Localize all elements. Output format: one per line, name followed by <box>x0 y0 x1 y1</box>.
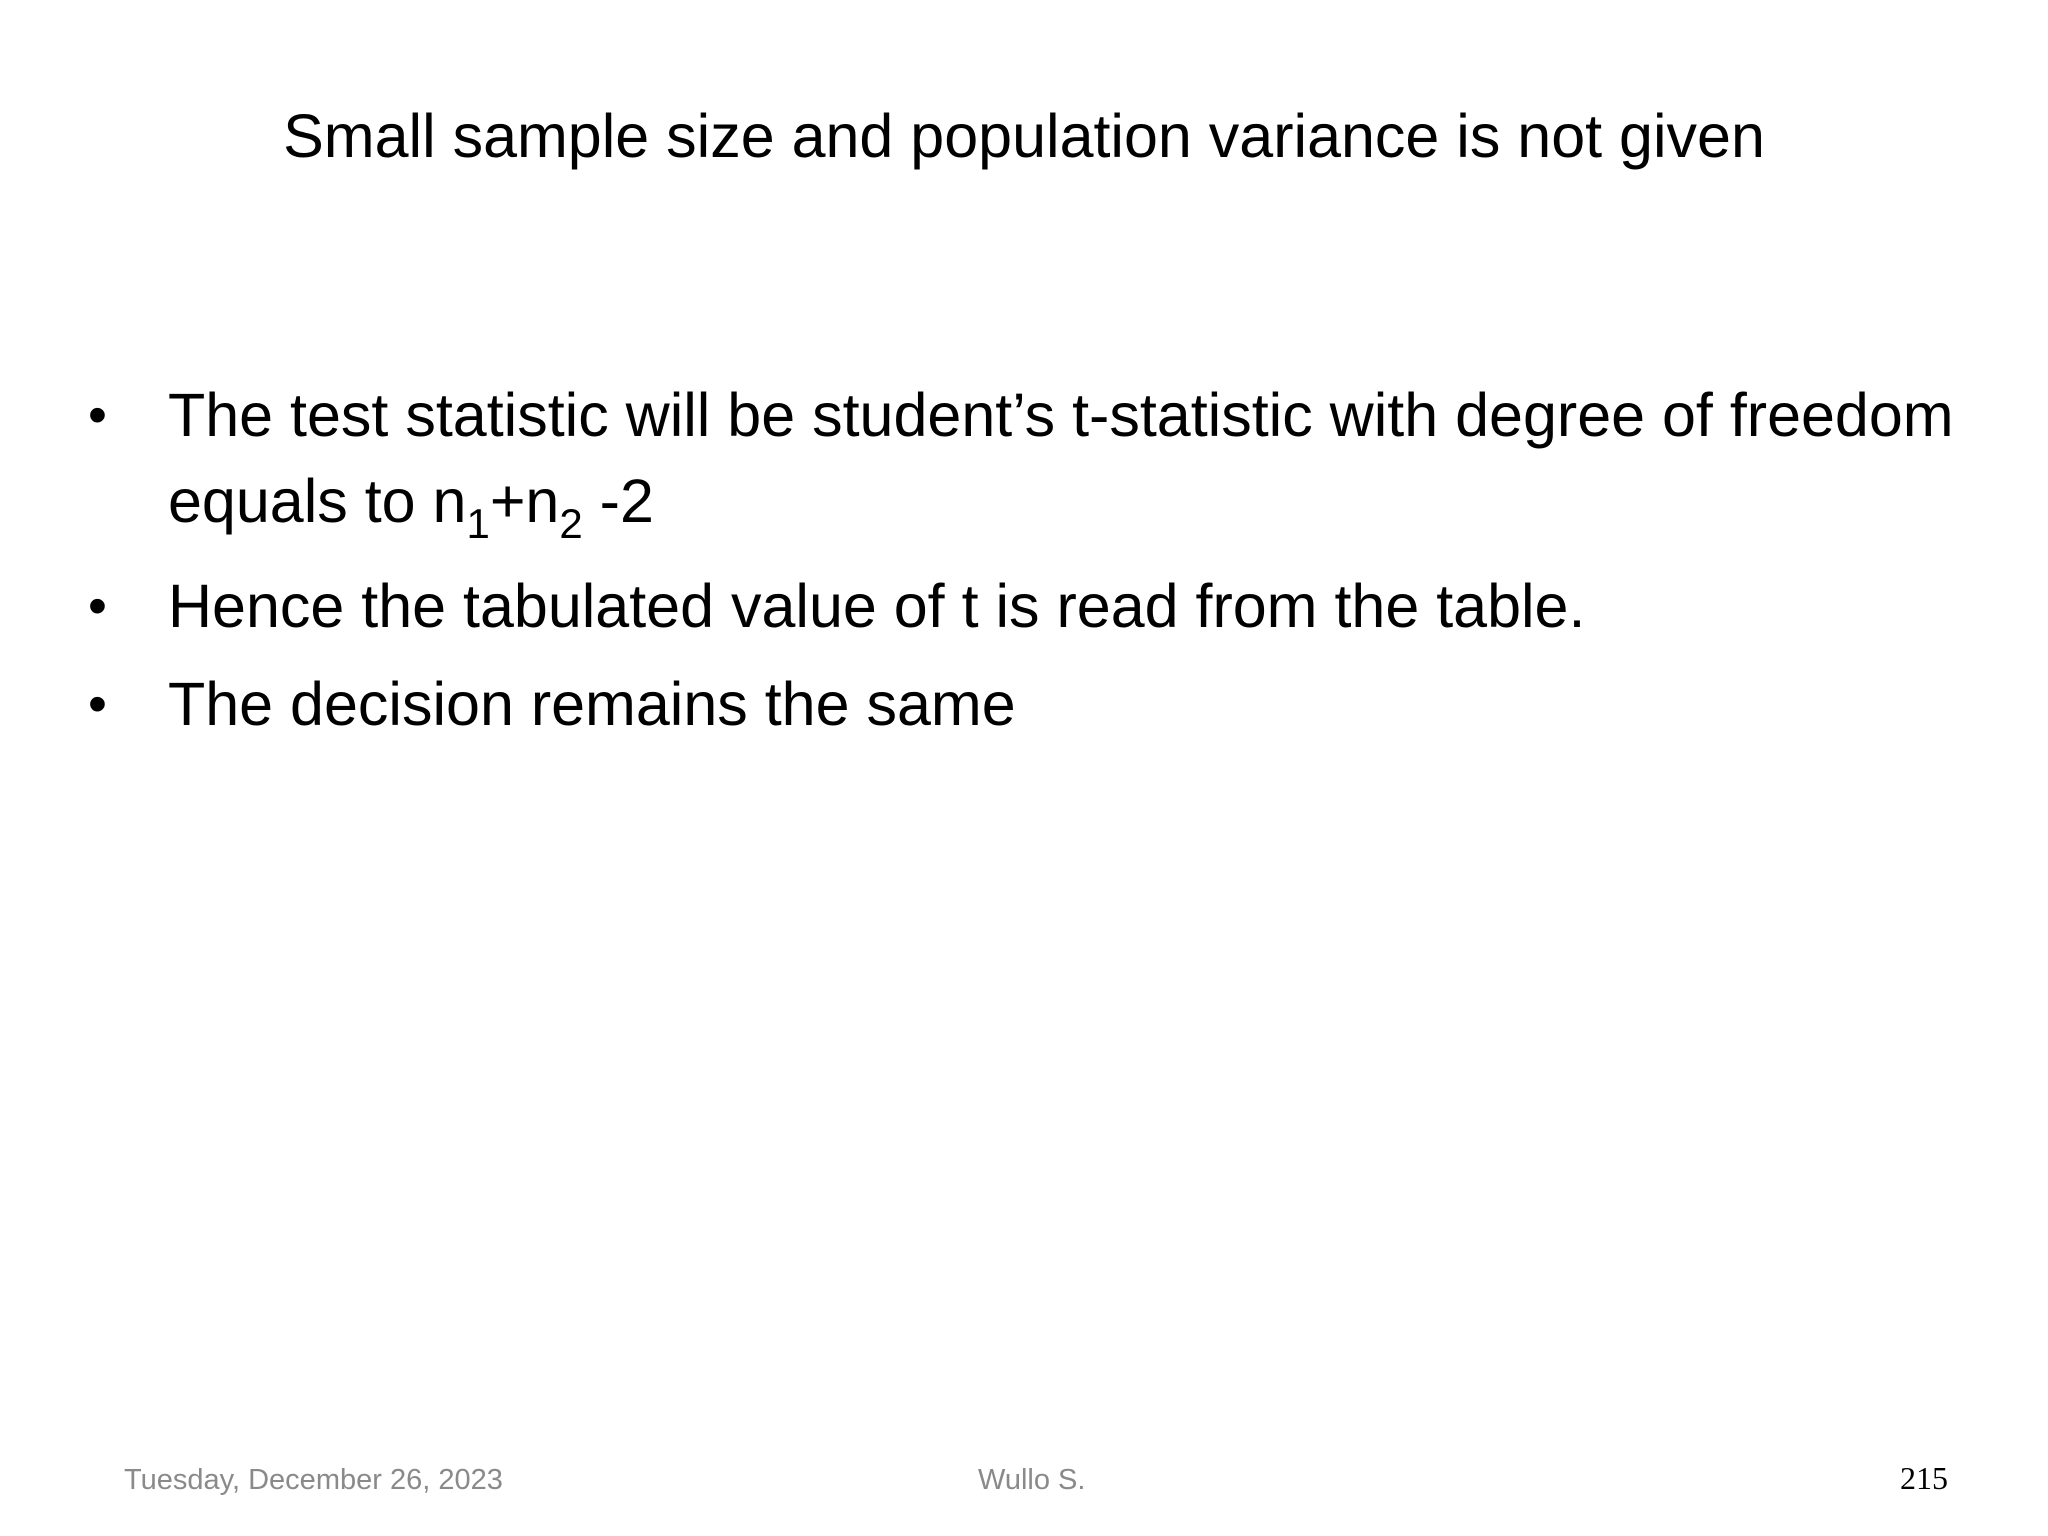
bullet-list <box>84 372 1964 759</box>
list-item <box>84 661 1964 747</box>
bullet-text: The decision remains the same <box>168 670 1016 738</box>
list-item <box>84 563 1964 649</box>
subscript: 2 <box>559 500 583 547</box>
bullet-text: +n <box>489 467 560 535</box>
bullet-icon: • <box>88 576 107 636</box>
list-item <box>84 372 1964 551</box>
bullet-text: -2 <box>582 467 654 535</box>
bullet-text: Hence the tabulated value of t is read from the table. <box>168 572 1586 640</box>
slide-number: 215 <box>1900 1460 1948 1496</box>
bullet-text: The test statistic will be student’s t-statistic with degree of freedom equals to n <box>168 381 1954 535</box>
footer-date: Tuesday, December 26, 2023 <box>124 1464 503 1496</box>
subscript: 1 <box>466 500 490 547</box>
footer-author: Wullo S. <box>978 1464 1086 1496</box>
bullet-icon: • <box>88 674 107 734</box>
slide-title: Small sample size and population variance is not given <box>283 102 1765 170</box>
bullet-icon: • <box>88 385 107 445</box>
